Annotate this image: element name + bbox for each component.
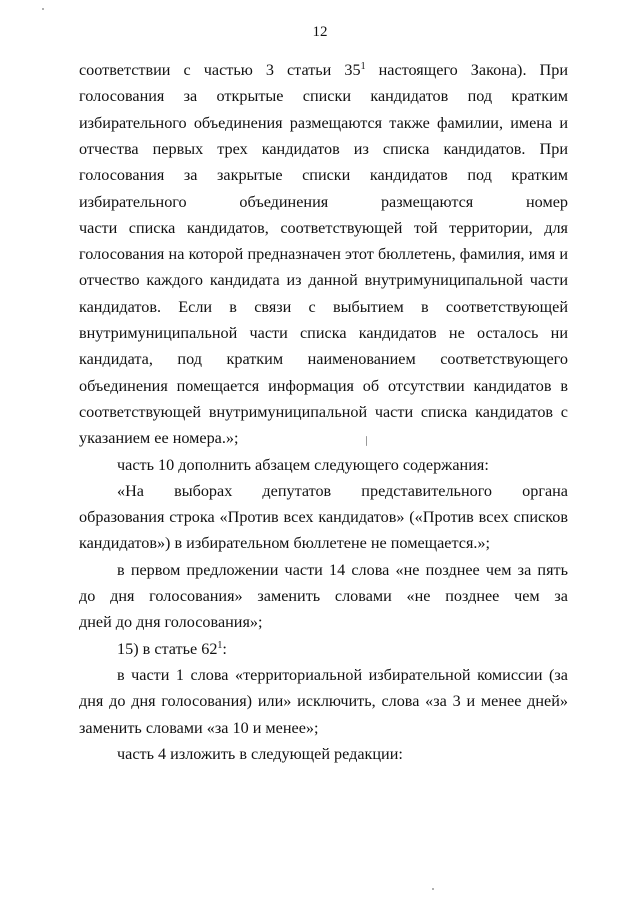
- text-line: [79, 218, 568, 238]
- text-line: [79, 113, 568, 133]
- text-line-content: отчество каждого кандидата из данной внутримуниципальной части: [79, 271, 568, 290]
- text-line-content: часть 10 дополнить абзацем следующего содержания:: [117, 455, 489, 474]
- text-line: [79, 402, 568, 422]
- text-line: [117, 455, 568, 475]
- text-line-content: заменить словами «за 10 и менее»;: [79, 718, 319, 737]
- text-line-content: в части 1 слова «территориальной избирательной комиссии (за: [117, 665, 568, 684]
- text-line: [117, 481, 568, 501]
- text-line-content: соответствии с частью 3 статьи 35: [79, 61, 361, 79]
- text-line: [79, 718, 568, 738]
- text-line-content: настоящего Закона). При: [378, 61, 568, 79]
- scan-dot: [366, 436, 367, 446]
- text-line-content: часть 4 изложить в следующей редакции:: [117, 744, 403, 763]
- text-line-content: указанием ее номера.»;: [79, 429, 239, 448]
- text-line-content: кандидатов. Если в связи с выбытием в соответствующей: [79, 297, 568, 316]
- text-line: [79, 297, 568, 317]
- text-line: [79, 323, 568, 343]
- text-line: [79, 349, 568, 369]
- text-line-content: :: [222, 639, 227, 658]
- text-line-content: отчества первых трех кандидатов из списка кандидатов. При: [79, 139, 568, 158]
- text-line: [79, 244, 568, 264]
- text-line: [79, 165, 568, 185]
- text-line: [79, 60, 568, 80]
- superscript: 1: [217, 639, 223, 651]
- text-line-content: части списка кандидатов, соответствующей той территории, для: [79, 218, 568, 237]
- superscript: 1: [360, 61, 366, 72]
- text-line: [79, 507, 568, 527]
- text-line: [117, 639, 568, 659]
- text-line-content: объединения помещается информация об отсутствии кандидатов в: [79, 376, 568, 395]
- text-line: [79, 192, 568, 212]
- text-line-content: соответствующей внутримуниципальной части списка кандидатов с: [79, 402, 568, 421]
- text-line-content: до дня голосования» заменить словами «не позднее чем за: [79, 587, 568, 605]
- text-line: [117, 744, 568, 764]
- text-line-content: в первом предложении части 14 слова «не позднее чем за пять: [117, 560, 568, 579]
- text-line-content: кандидатов») в избирательном бюллетене не помещается.»;: [79, 534, 491, 553]
- text-line: [79, 270, 568, 290]
- text-line-content: голосования за открытые списки кандидатов под кратким: [79, 87, 568, 106]
- text-line-content: избирательного объединения размещаются также фамилии, имена и: [79, 113, 568, 132]
- text-line-content: 15) в статье 62: [117, 639, 218, 658]
- text-line-content: голосования на которой предназначен этот бюллетень, фамилия, имя и: [79, 245, 568, 264]
- text-line: [79, 533, 568, 553]
- text-line-content: дней до дня голосования»;: [79, 613, 263, 632]
- text-line: [79, 612, 568, 632]
- text-line-content: голосования за закрытые списки кандидатов под кратким: [79, 166, 568, 185]
- page-number: 12: [312, 24, 328, 40]
- text-line: [79, 691, 568, 711]
- text-line-content: «На выборах депутатов представительного органа: [117, 481, 568, 500]
- scan-dot: [432, 888, 434, 890]
- text-line: [79, 376, 568, 396]
- text-line-content: кандидата, под кратким наименованием соответствующего: [79, 350, 568, 369]
- text-line: [79, 586, 568, 606]
- text-line-content: избирательного объединения размещаются номер: [79, 192, 568, 211]
- text-line-content: образования строка «Против всех кандидатов» («Против всех списков: [79, 508, 568, 527]
- text-line-content: дня до дня голосования) или» исключить, слова «за 3 и менее дней»: [79, 692, 568, 711]
- text-line-content: внутримуниципальной части списка кандидатов не осталось ни: [79, 324, 568, 342]
- text-line: [79, 86, 568, 106]
- text-line: [117, 665, 568, 685]
- scan-dot: [42, 8, 44, 10]
- text-line: [79, 428, 568, 448]
- text-line: [79, 139, 568, 159]
- text-line: [117, 560, 568, 580]
